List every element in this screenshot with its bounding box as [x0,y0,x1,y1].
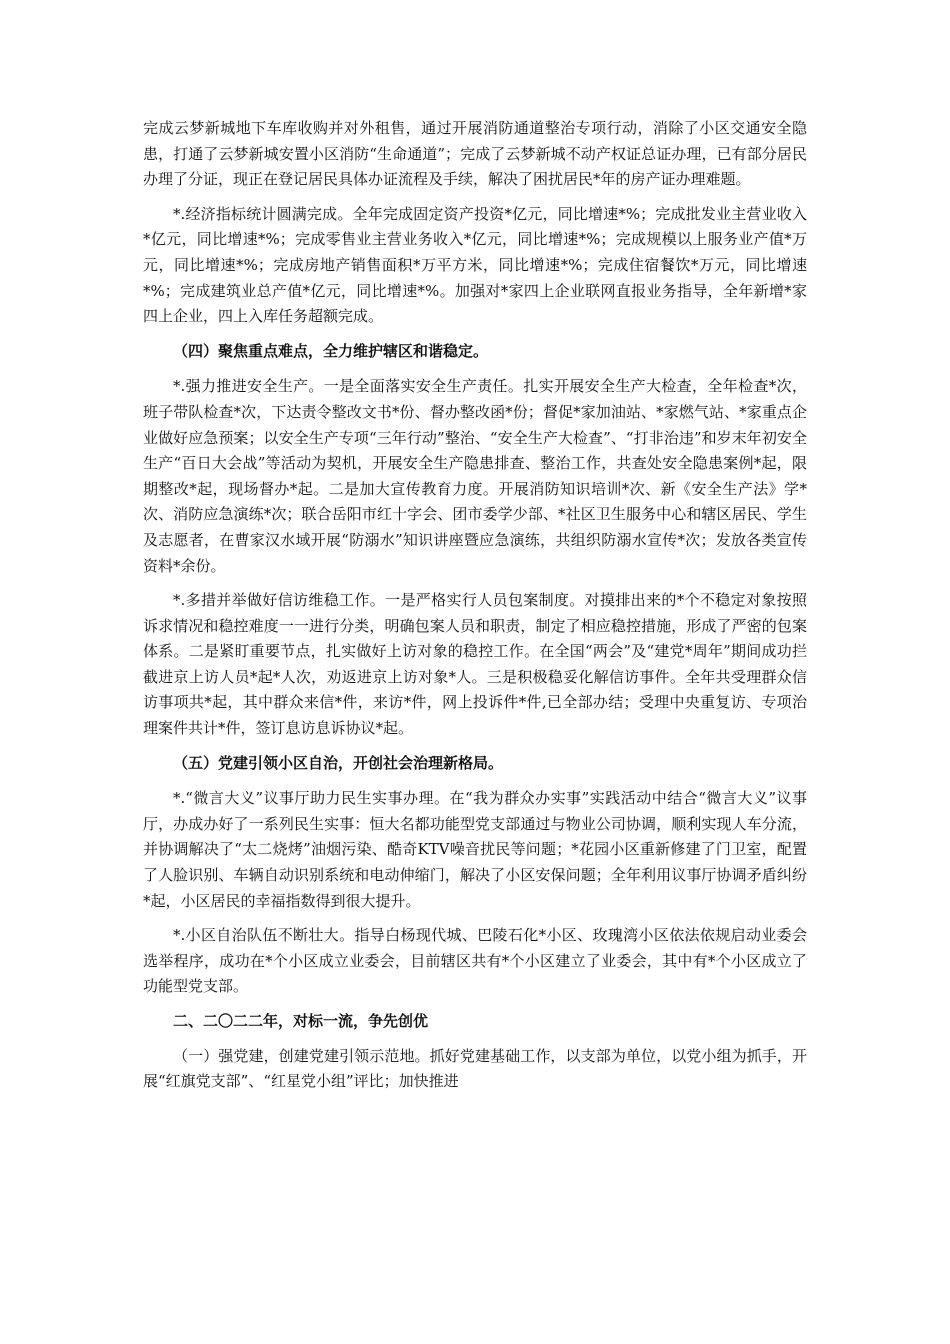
body-paragraph: （一）强党建，创建党建引领示范地。抓好党建基础工作，以支部为单位，以党小组为抓手，开展“红旗党支部”、“红星党小组”评比；加快推进 [143,1046,807,1091]
body-paragraph: *.小区自治队伍不断壮大。指导白杨现代城、巴陵石化*小区、玫瑰湾小区依法依规启动业委会选举程序，成功在*个小区成立业委会，目前辖区共有*个小区建立了业委会，其中有*个小区成立了功能型党支部。 [143,926,807,996]
subsection-heading: （四）聚焦重点难点，全力维护辖区和谐稳定。 [173,341,489,360]
body-paragraph: *.强力推进安全生产。一是全面落实安全生产责任。扎实开展安全生产大检查，全年检查*次，班子带队检查*次，下达责令整改文书*份、督办整改函*份；督促*家加油站、*家燃气站、*家重点企业做好应急预案；以安全生产专项“三年行动”整治、“安全生产大检查”、“打非治违”和岁末年初安全生产“百日大会战”等活动为契机，开展安全生产隐患排查、整治工作，共查处安全隐患案例*起，限期整改*起，现场督办*起。二是加大宣传教育力度。开展消防知识培训*次、新《安全生产法》学*次、消防应急演练*次；联合岳阳市红十字会、团市委学少部、*社区卫生服务中心和辖区居民、学生及志愿者，在曹家汉水域开展“防溺水”知识讲座暨应急演练，共组织防溺水宣传*次；发放各类宣传资料*余份。 [143,377,807,575]
body-paragraph: *.经济指标统计圆满完成。全年完成固定资产投资*亿元，同比增速*%；完成批发业主营业收入*亿元，同比增速*%；完成零售业主营业务收入*亿元，同比增速*%；完成规模以上服务业产值*万元，同比增速*%；完成房地产销售面积*万平方米，同比增速*%；完成住宿餐饮*万元，同比增速*%；完成建筑业总产值*亿元，同比增速*%。加强对*家四上企业联网直报业务指导，全年新增*家四上企业，四上入库任务超额完成。 [143,204,807,326]
body-paragraph: *.“微言大义”议事厅助力民生实事办理。在“我为群众办实事”实践活动中结合“微言大义”议事厅，办成办好了一系列民生实事：恒大名都功能型党支部通过与物业公司协调，顺利实现人车分流，并协调解决了“太二烧烤”油烟污染、酷奇KTV噪音扰民等问题；*花园小区重新修建了门卫室，配置了人脸识别、车辆自动识别系统和电动伸缩门，解决了小区安保问题；全年利用议事厅协调矛盾纠纷*起，小区居民的幸福指数得到很大提升。 [143,789,807,910]
body-paragraph: 完成云梦新城地下车库收购并对外租售，通过开展消防通道整治专项行动，消除了小区交通安全隐患，打通了云梦新城安置小区消防“生命通道”；完成了云梦新城不动产权证总证办理，已有部分居民办理了分证，现正在登记居民具体办证流程及手续，解决了困扰居民*年的房产证办理难题。 [143,119,807,189]
body-paragraph: *.多措并举做好信访维稳工作。一是严格实行人员包案制度。对摸排出来的*个不稳定对象按照诉求情况和稳控难度一一进行分类，明确包案人员和职责，制定了相应稳控措施，形成了严密的包案体系。二是紧盯重要节点，扎实做好上访对象的稳控工作。在全国“两会”及“建党*周年”期间成功拦截进京上访人员*起*人次，劝返进京上访对象*人。三是积极稳妥化解信访事件。全年共受理群众信访事项共*起，其中群众来信*件，来访*件，网上投诉件*件,已全部办结；受理中央重复访、专项治理案件共计*件，签订息访息诉协议*起。 [143,591,807,738]
subsection-heading: （五）党建引领小区自治，开创社会治理新格局。 [173,753,504,772]
document-page [143,116,807,1104]
section-heading: 二、二〇二二年，对标一流，争先创优 [173,1012,429,1030]
